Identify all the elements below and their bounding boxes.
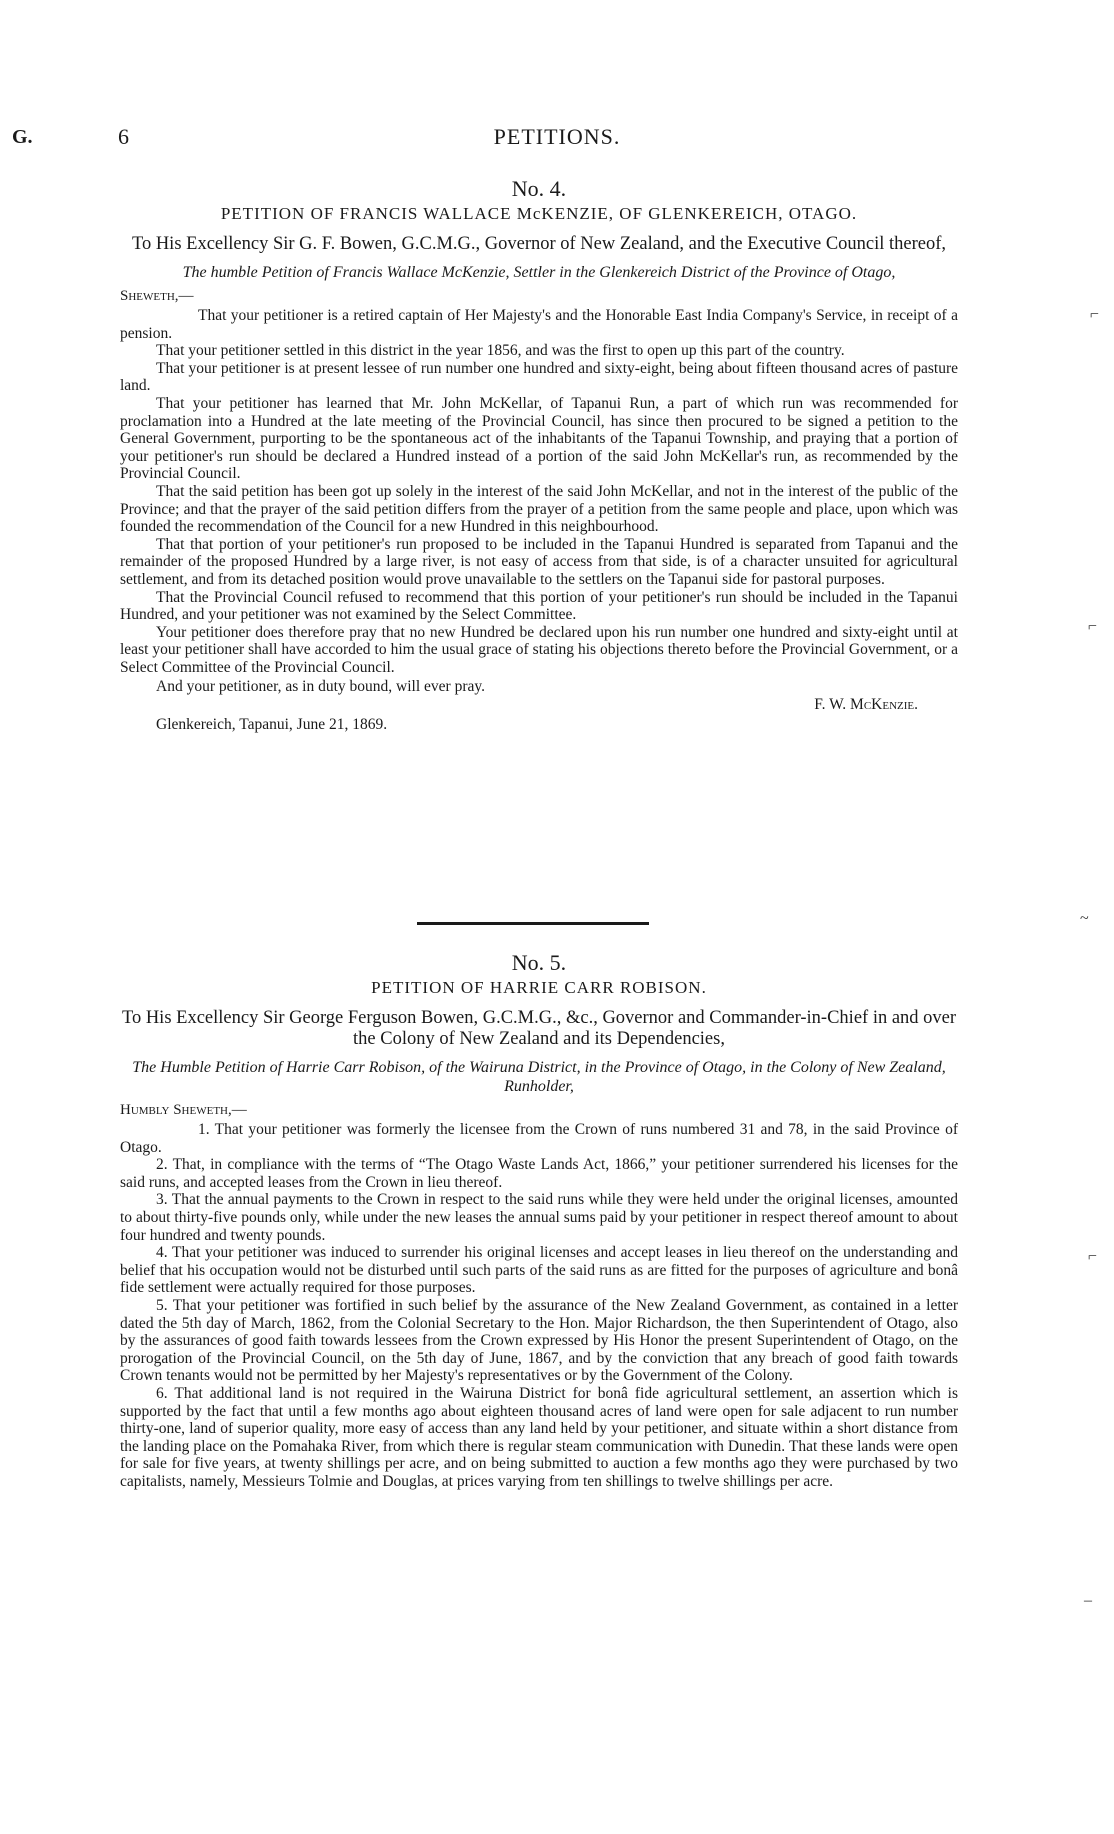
petition-4 (120, 176, 958, 744)
signature-block (120, 696, 958, 744)
closing-prayer: And your petitioner, as in duty bound, will ever pray. (156, 678, 485, 696)
margin-speck-icon: ⌐ (1088, 618, 1098, 635)
running-title: PETITIONS. (493, 124, 621, 149)
petition-paragraph: That your petitioner has learned that Mr. John McKellar, of Tapanui Run, a part of which run was recommended for proclamation into a Hundred at the late meeting of the Provincial Council, has since then procured to be signed a petition to the General Government, purporting to be the spontaneous act of the inhabitants of the Tapanui Township, and praying that a portion of your petitioner's run should be declared a Hundred instead of a portion of the said John McKellar's run, as recommended by the Provincial Council. (120, 394, 958, 483)
margin-speck-icon: ~ (1080, 910, 1089, 927)
margin-speck-icon: ⌐ (1090, 306, 1100, 323)
petition-humble-line: The Humble Petition of Harrie Carr Robison, of the Wairuna District, in the Province of Otago, in the Colony of New Zealand, Runholder, (132, 1059, 946, 1095)
petition-paragraph: 2. That, in compliance with the terms of “The Otago Waste Lands Act, 1866,” your petitioner surrendered his licenses for the said runs, and accepted leases from the Crown in lieu thereof. (120, 1156, 958, 1191)
petition-paragraph: That your petitioner is at present lessee of run number one hundred and sixty-eight, being about fifteen thousand acres of pasture land. (120, 359, 958, 395)
petition-paragraph: That that portion of your petitioner's run proposed to be included in the Tapanui Hundred is separated from Tapanui and the remainder of the proposed Hundred by a large river, is not easy of access from that side, is of a character unsuited for agricultural settlement, and from its detached position would prove unavailable to the settlers on the Tapanui side for pastoral purposes. (120, 535, 958, 588)
petition-paragraph: 1. That your petitioner was formerly the licensee from the Crown of runs numbered 31 and 78, in the said Province of Otago. (120, 1121, 958, 1156)
petition-paragraph: That the Provincial Council refused to recommend that this portion of your petitioner's run should be included in the Tapanui Hundred, and your petitioner was not examined by the Select Committee. (120, 588, 958, 624)
petition-heading: PETITION OF HARRIE CARR ROBISON. (371, 978, 707, 997)
sheweth: Sheweth,— (120, 288, 194, 304)
petition-humble-line: The humble Petition of Francis Wallace McKenzie, Settler in the Glenkereich District of the Province of Otago, (182, 264, 896, 281)
petition-paragraph: 3. That the annual payments to the Crown in respect to the said runs while they were held under the original licenses, amounted to about thirty-five pounds only, while under the new leases the annual sums paid by your petitioner in respect thereof amount to about four hundred and twenty pounds. (120, 1191, 958, 1244)
petition-address: To His Excellency Sir George Ferguson Bowen, G.C.M.G., &c., Governor and Commander-in-Chief in and over the Colony of New Zealand and its Dependencies, (121, 1008, 957, 1049)
series-mark: G. (12, 126, 33, 148)
petition-address: To His Excellency Sir G. F. Bowen, G.C.M.G., Governor of New Zealand, and the Executive Council thereof, (131, 234, 947, 254)
petition-paragraph: 6. That additional land is not required in the Wairuna District for bonâ fide agricultural settlement, an assertion which is supported by the fact that until a few months ago about eighteen thousand acres of land were open for sale adjacent to run number thirty-one, land of superior quality, more easy of access than any land held by your petitioner, and situate within a short distance from the landing place on the Pomahaka River, from which there is regular steam communication with Dunedin. That these lands were open for sale for five years, at twenty shillings per acre, and on being submitted to auction a few months ago they were purchased by two capitalists, namely, Messieurs Tolmie and Douglas, at prices varying from ten shillings to twelve shillings per acre. (120, 1384, 958, 1490)
page-number: 6 (118, 124, 129, 149)
petition-paragraph: That your petitioner settled in this district in the year 1856, and was the first to open up this part of the country. (156, 342, 845, 360)
signature: F. W. McKenzie. (814, 696, 918, 714)
petition-heading: PETITION OF FRANCIS WALLACE McKENZIE, OF GLENKEREICH, OTAGO. (220, 204, 858, 223)
petition-paragraph: 4. That your petitioner was induced to surrender his original licenses and accept leases in lieu thereof on the understanding and belief that his occupation would not be disturbed until such parts of the said runs as are fitted for the purposes of agriculture and bonâ fide settlement were actually required for those purposes. (120, 1244, 958, 1297)
margin-speck-icon: – (1084, 1592, 1092, 1609)
petition-paragraph: 5. That your petitioner was fortified in such belief by the assurance of the New Zealand Government, as contained in a letter dated the 5th day of March, 1862, from the Colonial Secretary to the Hon. Major Richardson, the then Superintendent of Otago, also by the assurances of good faith towards lessees from the Crown expressed by His Honor the present Superintendent of Otago, on the prorogation of the Provincial Council, on the 5th day of June, 1867, and by the conviction that any breach of good faith towards Crown tenants would not be permitted by her Majesty's representatives or by the Government of the Colony. (120, 1296, 958, 1385)
petition-paragraph: Your petitioner does therefore pray that no new Hundred be declared upon his run number one hundred and sixty-eight until at least your petitioner shall have accorded to him the usual grace of stating his objections thereto before the Provincial Government, or a Select Committee of the Provincial Council. (120, 623, 958, 676)
petition-paragraph: That your petitioner is a retired captain of Her Majesty's and the Honorable East India Company's Service, in receipt of a pension. (120, 307, 958, 342)
petition-number: No. 4. (511, 176, 567, 201)
petition-5 (120, 950, 958, 1490)
petition-paragraph: That the said petition has been got up solely in the interest of the said John McKellar, and not in the interest of the public of the Province; and that the prayer of the said petition differs from the prayer of a petition from the same people and place, upon which was founded the recommendation of the Council for a new Hundred in this neighbourhood. (120, 482, 958, 536)
place-date: Glenkereich, Tapanui, June 21, 1869. (156, 716, 388, 734)
petition-number: No. 5. (511, 950, 567, 975)
page-header (0, 124, 1114, 154)
sheweth: Humbly Sheweth,— (120, 1102, 247, 1118)
section-divider (417, 922, 649, 925)
margin-speck-icon: ⌐ (1088, 1248, 1098, 1265)
